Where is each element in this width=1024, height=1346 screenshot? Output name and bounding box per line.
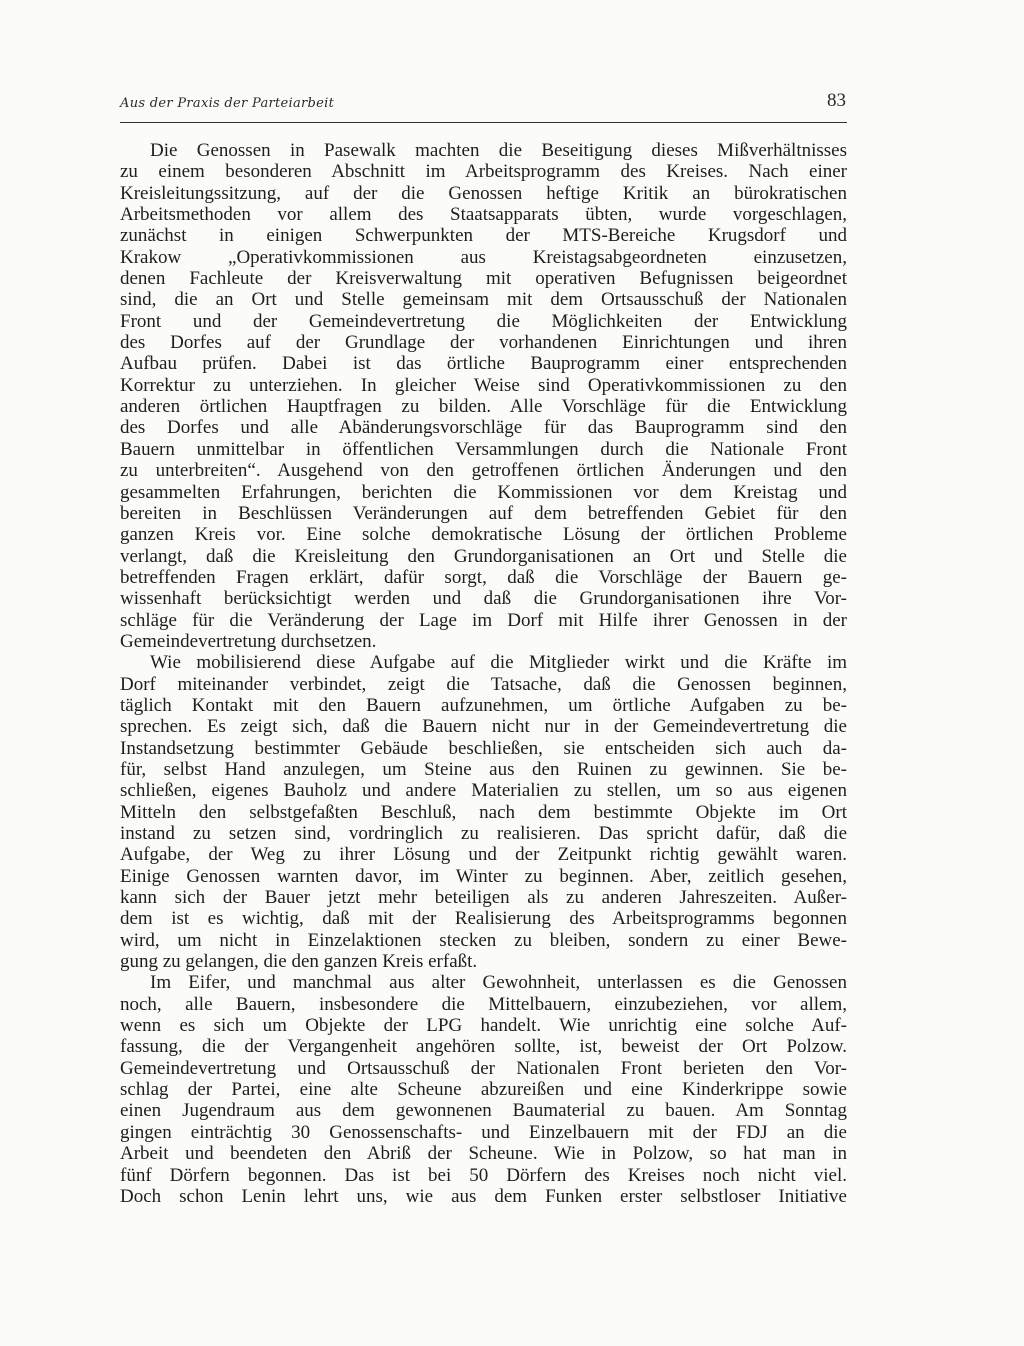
text-line: Krakow „Operativkommissionen aus Kreistagsabgeordneten einzusetzen, xyxy=(120,246,847,268)
text-line: anderen örtlichen Hauptfragen zu bilden. Alle Vorschläge für die Entwicklung xyxy=(120,396,847,418)
text-line: Instandsetzung bestimmter Gebäude beschließen, sie entscheiden sich auch da- xyxy=(120,737,847,759)
text-line: schlag der Partei, eine alte Scheune abzureißen und eine Kinderkrippe sowie xyxy=(120,1079,847,1101)
text-line: Einige Genossen warnten davor, im Winter zu beginnen. Aber, zeitlich gesehen, xyxy=(120,865,847,887)
text-line: noch, alle Bauern, insbesondere die Mittelbauern, einzubeziehen, vor allem, xyxy=(120,993,847,1015)
text-line: gesammelten Erfahrungen, berichten die Kommissionen vor dem Kreistag und xyxy=(120,481,847,503)
text-line: sind, die an Ort und Stelle gemeinsam mit dem Ortsausschuß der Nationalen xyxy=(120,289,847,311)
text-line: Im Eifer, und manchmal aus alter Gewohnheit, unterlassen es die Genossen xyxy=(150,972,847,994)
running-head: Aus der Praxis der Parteiarbeit xyxy=(120,96,335,111)
text-line: schließen, eigenes Bauholz und andere Materialien zu stellen, um so aus eigenen xyxy=(120,780,847,802)
text-line: zu einem besonderen Abschnitt im Arbeitsprogramm des Kreises. Nach einer xyxy=(120,161,847,183)
text-line: einen Jugendraum aus dem gewonnenen Baumaterial zu bauen. Am Sonntag xyxy=(120,1100,847,1122)
text-line: Gemeindevertretung durchsetzen. xyxy=(120,630,377,652)
text-line: instand zu setzen sind, vordringlich zu realisieren. Das spricht dafür, daß die xyxy=(120,823,847,844)
text-line: Die Genossen in Pasewalk machten die Beseitigung dieses Mißverhältnisses xyxy=(150,140,847,161)
paragraph xyxy=(120,140,847,652)
header-rule xyxy=(120,122,847,123)
text-line: gingen einträchtig 30 Genossenschafts- und Einzelbauern mit der FDJ an die xyxy=(120,1121,847,1143)
text-line: zu unterbreiten“. Ausgehend von den getroffenen örtlichen Änderungen und den xyxy=(120,460,847,482)
text-line: schläge für die Veränderung der Lage im Dorf mit Hilfe ihrer Genossen in der xyxy=(120,609,847,631)
text-line: verlangt, daß die Kreisleitung den Grundorganisationen an Ort und Stelle die xyxy=(120,545,847,567)
text-line: fassung, die der Vergangenheit angehören sollte, ist, beweist der Ort Polzow. xyxy=(120,1036,847,1058)
text-line: sprechen. Es zeigt sich, daß die Bauern nicht nur in der Gemeindevertretung die xyxy=(120,716,847,738)
text-line: Dorf miteinander verbindet, zeigt die Tatsache, daß die Genossen beginnen, xyxy=(120,673,847,695)
text-line: denen Fachleute der Kreisverwaltung mit operativen Befugnissen beigeordnet xyxy=(120,268,847,290)
text-line: Kreisleitungssitzung, auf der die Genossen heftige Kritik an bürokratischen xyxy=(120,182,847,204)
text-line: Wie mobilisierend diese Aufgabe auf die Mitglieder wirkt und die Kräfte im xyxy=(150,652,847,674)
text-line: wissenhaft berücksichtigt werden und daß die Grundorganisationen ihre Vor- xyxy=(120,588,847,610)
text-line: Gemeindevertretung und Ortsausschuß der Nationalen Front berieten den Vor- xyxy=(120,1057,847,1079)
text-line: Arbeit und beendeten den Abriß der Scheune. Wie in Polzow, so hat man in xyxy=(120,1143,847,1165)
text-line: Doch schon Lenin lehrt uns, wie aus dem Funken erster selbstloser Initiative xyxy=(120,1185,847,1207)
text-line: zunächst in einigen Schwerpunkten der MTS-Bereiche Krugsdorf und xyxy=(120,225,847,247)
text-line: Aufgabe, der Weg zu ihrer Lösung und der Zeitpunkt richtig gewählt waren. xyxy=(120,844,847,866)
page-number: 83 xyxy=(827,90,846,111)
text-line: Mitteln den selbstgefaßten Beschluß, nach dem bestimmte Objekte im Ort xyxy=(120,801,847,823)
text-line: für, selbst Hand anzulegen, um Steine aus den Ruinen zu gewinnen. Sie be- xyxy=(120,758,847,780)
text-line: Arbeitsmethoden vor allem des Staatsapparats übten, wurde vorgeschlagen, xyxy=(120,204,847,226)
text-line: des Dorfes und alle Abänderungsvorschläge für das Bauprogramm sind den xyxy=(120,417,847,439)
text-line: des Dorfes auf der Grundlage der vorhandenen Einrichtungen und ihren xyxy=(120,332,847,354)
text-line: gung zu gelangen, die den ganzen Kreis erfaßt. xyxy=(120,951,478,973)
text-line: wird, um nicht in Einzelaktionen stecken zu bleiben, sondern zu einer Bewe- xyxy=(120,929,847,951)
paragraph xyxy=(120,972,847,1207)
text-line: Korrektur zu unterziehen. In gleicher Weise sind Operativkommissionen zu den xyxy=(120,374,847,396)
text-line: kann sich der Bauer jetzt mehr beteiligen als zu anderen Jahreszeiten. Außer- xyxy=(120,887,847,909)
paragraph xyxy=(120,652,847,972)
text-line: fünf Dörfern begonnen. Das ist bei 50 Dörfern des Kreises noch nicht viel. xyxy=(120,1164,847,1186)
text-line: wenn es sich um Objekte der LPG handelt. Wie unrichtig eine solche Auf- xyxy=(120,1015,847,1037)
text-line: ganzen Kreis vor. Eine solche demokratische Lösung der örtlichen Probleme xyxy=(120,524,847,546)
text-line: Bauern unmittelbar in öffentlichen Versammlungen durch die Nationale Front xyxy=(120,438,847,460)
text-line: Aufbau prüfen. Dabei ist das örtliche Bauprogramm einer entsprechenden xyxy=(120,353,847,375)
text-line: bereiten in Beschlüssen Veränderungen auf dem betreffenden Gebiet für den xyxy=(120,502,847,524)
text-line: täglich Kontakt mit den Bauern aufzunehmen, um örtliche Aufgaben zu be- xyxy=(120,694,847,716)
body-text xyxy=(120,140,847,1207)
text-line: dem ist es wichtig, daß mit der Realisierung des Arbeitsprogramms begonnen xyxy=(120,908,847,930)
text-line: betreffenden Fragen erklärt, dafür sorgt, daß die Vorschläge der Bauern ge- xyxy=(120,566,847,588)
text-line: Front und der Gemeindevertretung die Möglichkeiten der Entwicklung xyxy=(120,310,847,332)
